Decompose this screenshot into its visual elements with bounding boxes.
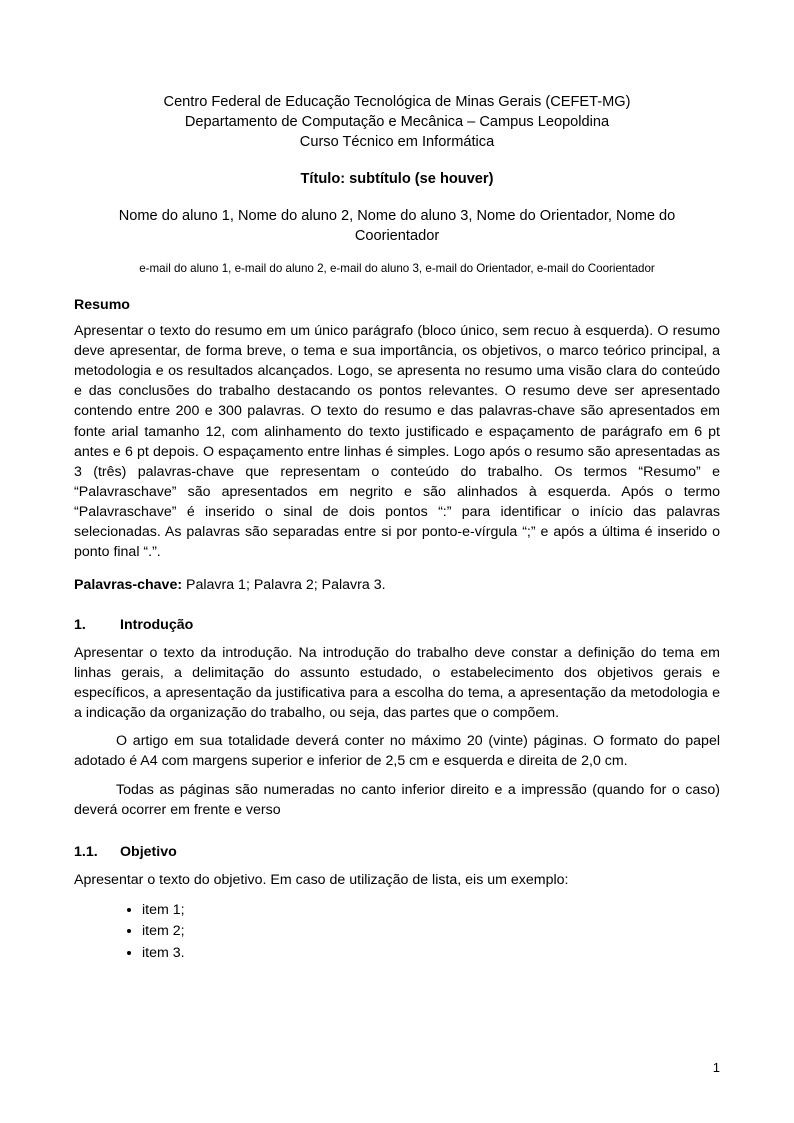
keywords-line [74,577,720,593]
keywords-label: Palavras-chave: [74,576,183,593]
subsection-title: Objetivo [120,843,177,860]
subsection-heading-objetivo [74,844,720,860]
abstract-text: Apresentar o texto do resumo em um único parágrafo (bloco único, sem recuo à esquerda). O resumo deve apresentar, de forma breve, o tema e sua importância, os objetivos, o marco teórico principal, a metodologia e os resultados alcançados. Logo, se apresenta no resumo uma visão clara do conteúdo e das conclusões do trabalho destacando os pontos relevantes. O resumo deve ser apresentado contendo entre 200 e 300 palavras. O texto do resumo e das palavras-chave são apresentados em fonte arial tamanho 12, com alinhamento do texto justificado e espaçamento de parágrafo em 6 pt antes e 6 pt depois. O espaçamento entre linhas é simples. Logo após o resumo são apresentadas as 3 (três) palavras-chave que representam o conteúdo do trabalho. Os termos “Resumo” e “Palavraschave” são apresentados em negrito e são alinhados à esquerda. Após o termo “Palavraschave” é inserido o sinal de dois pontos “:” para identificar o início das palavras selecionadas. As palavras são separadas entre si por ponto-e-vírgula “;” e após a última é inserido o ponto final “.”. [74,322,720,561]
institution-line-2: Departamento de Computação e Mecânica – Campus Leopoldina [184,114,610,131]
abstract-heading: Resumo [74,296,130,313]
section-heading-introducao [74,617,720,633]
subsection-number: 1.1. [74,843,98,860]
section-number: 1. [74,616,86,633]
list-item: • item 2; [142,921,720,942]
institution-line-1: Centro Federal de Educação Tecnológica de Minas Gerais (CEFET-MG) [163,94,631,110]
list-item: • item 3. [142,943,720,964]
institution-line-3: Curso Técnico em Informática [299,134,495,151]
intro-paragraph-1: Apresentar o texto da introdução. Na introdução do trabalho deve constar a definição do tema em linhas gerais, a delimitação do assunto estudado, o estabelecimento dos objetivos gerais e específicos, a apresentação da justificativa para a escolha do tema, a apresentação da metodologia e a indicação da organização do trabalho, ou seja, das partes que o compõem. [74,644,720,722]
section-title: Introdução [120,616,194,633]
institution-header [74,92,720,152]
objective-paragraph: Apresentar o texto do objetivo. Em caso de utilização de lista, eis um exemplo: [74,871,569,888]
page-number: 1 [712,1060,720,1075]
keywords-value: Palavra 1; Palavra 2; Palavra 3. [182,576,386,593]
list-item: • item 1; [142,900,720,921]
page-title: Título: subtítulo (se houver) [300,171,494,188]
authors-line: Nome do aluno 1, Nome do aluno 2, Nome do aluno 3, Nome do Orientador, Nome do Coorientador [118,208,676,245]
intro-paragraph-3: Todas as páginas são numeradas no canto inferior direito e a impressão (quando for o caso) deverá ocorrer em frente e verso [74,781,720,818]
intro-paragraph-2: O artigo em sua totalidade deverá conter no máximo 20 (vinte) páginas. O formato do papel adotado é A4 com margens superior e inferior de 2,5 cm e esquerda e direita de 2,0 cm. [74,733,720,770]
emails-line: e-mail do aluno 1, e-mail do aluno 2, e-mail do aluno 3, e-mail do Orientador, e-mail do Coorientador [139,261,655,275]
objective-list [74,900,720,964]
